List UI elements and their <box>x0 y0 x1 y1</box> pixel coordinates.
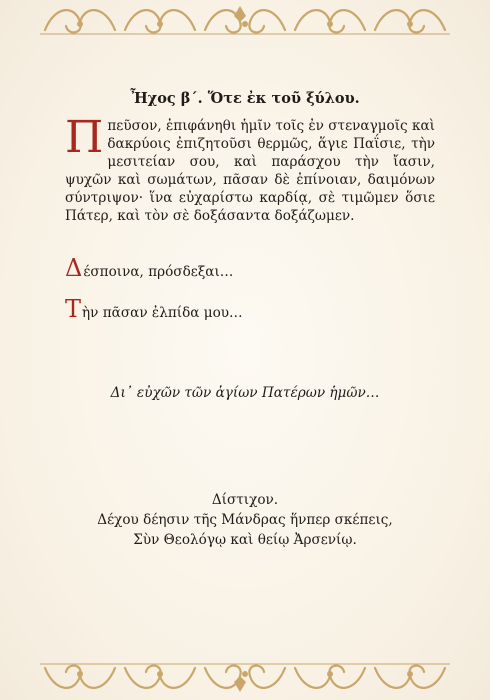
tin-line <box>65 295 435 323</box>
drop-cap-initial: Π <box>65 112 104 163</box>
despoina-line <box>65 254 435 282</box>
distichon-block <box>40 490 450 550</box>
despoina-initial: Δ <box>65 254 83 282</box>
troparion-text: πεῦσον, ἐπιφάνηθι ἡμῖν τοῖς ἐν στεναγμοῖς καὶ δακρύοις ἐπιζητοῦσι θερμῶς, ἅγιε Παΐσιε, τὴν μεσιτείαν σου, καὶ παράσχου τὴν ἴασιν, ψυχῶν καὶ σωμάτων, πᾶσαν δὲ ἐπίνοιαν, δαιμόνων σύντριψον· ἵνα εὐχαρίστω καρδίᾳ, σὲ τιμῶμεν ὅσιε Πάτερ, καὶ τὸν σὲ δοξάσαντα δοξάζωμεν. <box>65 118 435 224</box>
distichon-title: Δίστιχον. <box>211 492 279 508</box>
acanthus-ornament-icon <box>40 0 450 48</box>
bottom-ornament-border <box>40 650 450 698</box>
distichon-line-2: Σὺν Θεολόγῳ καὶ θείῳ Ἀρσενίῳ. <box>133 532 357 548</box>
top-ornament-border <box>40 0 450 48</box>
tin-text: ὴν πᾶσαν ἐλπίδα μου… <box>82 305 243 321</box>
despoina-text: έσποινα, πρόσδεξαι… <box>83 264 234 280</box>
acanthus-ornament-icon <box>40 650 450 698</box>
distichon-line-1: Δέχου δέησιν τῆς Μάνδρας ἥνπερ σκέπεις, <box>97 512 393 528</box>
heading-mode: Ἦχος β΄. Ὅτε ἐκ τοῦ ξύλου. <box>130 90 360 107</box>
closing-prayer: Δι᾽ εὐχῶν τῶν ἁγίων Πατέρων ἡμῶν… <box>110 385 380 401</box>
troparion-paragraph <box>65 112 435 225</box>
tin-initial: Τ <box>65 295 82 323</box>
